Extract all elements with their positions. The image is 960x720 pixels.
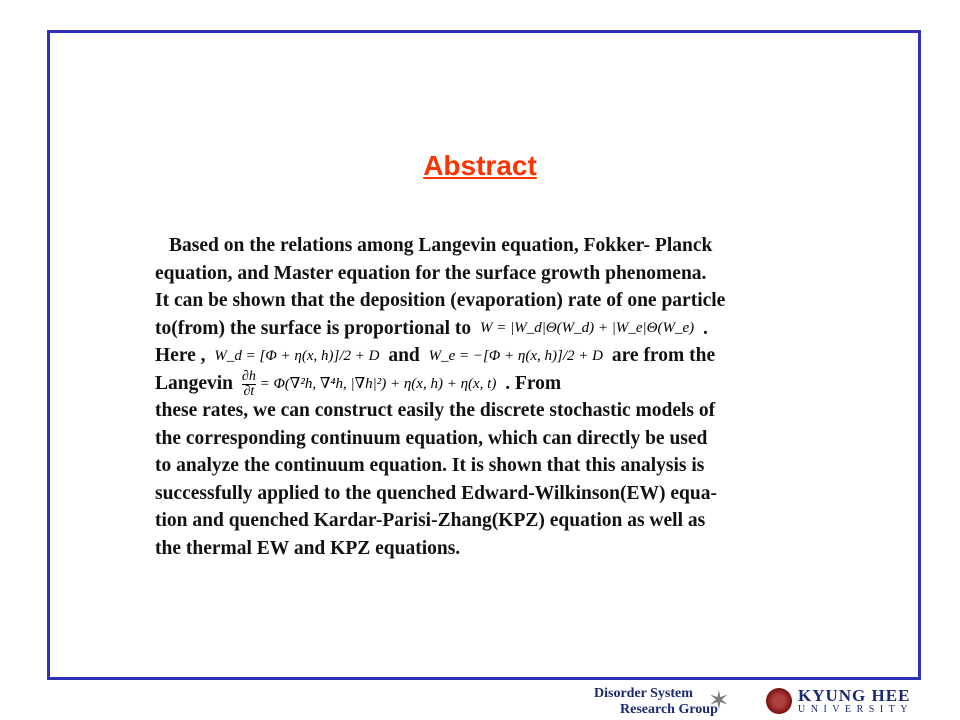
wd-equation: W_d = [Φ + η(x, h)]/2 + D (214, 347, 380, 364)
footer-logos (590, 686, 930, 718)
abstract-line-7: these rates, we can construct easily the discrete stochastic models of (155, 400, 716, 421)
starburst-icon: ✶ (708, 686, 730, 715)
abstract-line-11: tion and quenched Kardar-Parisi-Zhang(KPZ) equation as well as (155, 510, 706, 531)
abstract-line-10: successfully applied to the quenched Edward-Wilkinson(EW) equa- (155, 482, 717, 504)
research-group-logo: Disorder System Research Group ✶ (594, 686, 730, 717)
abstract-line-8: the corresponding continuum equation, which can directly be used (155, 427, 708, 449)
abstract-line-12: the thermal EW and KPZ equations. (155, 537, 461, 559)
abstract-line-5: Here , W_d = [Φ + η(x, h)]/2 + D and W_e = −[Φ + η(x, h)]/2 + D are from the (155, 342, 875, 370)
abstract-body (155, 232, 875, 562)
abstract-line-1: Based on the relations among Langevin equation, Fokker- Planck (169, 235, 713, 256)
university-logo: KYUNG HEE UNIVERSITY (766, 686, 930, 718)
abstract-line-9: to analyze the continuum equation. It is shown that this analysis is (155, 455, 705, 476)
abstract-line-4: to(from) the surface is proportional to W = |W_d|Θ(W_d) + |W_e|Θ(W_e) . (155, 315, 875, 343)
langevin-equation: $\frac{\partial h}{\partial t}$ = Φ(∇²h, ∇⁴h, |∇h|²) + η(x, h) + η(x, t) (241, 368, 497, 399)
langevin-fraction: $\frac{\partial h}{\partial t}$ (241, 368, 256, 399)
we-equation: W_e = −[Φ + η(x, h)]/2 + D (428, 347, 603, 364)
abstract-title: Abstract (423, 150, 537, 181)
rate-equation: W = |W_d|Θ(W_d) + |W_e|Θ(W_e) (479, 320, 695, 337)
abstract-line-6: Langevin $\frac{\partial h}{\partial t}$ = Φ(∇²h, ∇⁴h, |∇h|²) + η(x, h) + η(x, t) . From (155, 368, 562, 399)
university-seal-icon (766, 688, 792, 714)
abstract-line-3: It can be shown that the deposition (evaporation) rate of one particle (155, 290, 726, 311)
abstract-line-2: equation, and Master equation for the surface growth phenomena. (155, 262, 707, 284)
